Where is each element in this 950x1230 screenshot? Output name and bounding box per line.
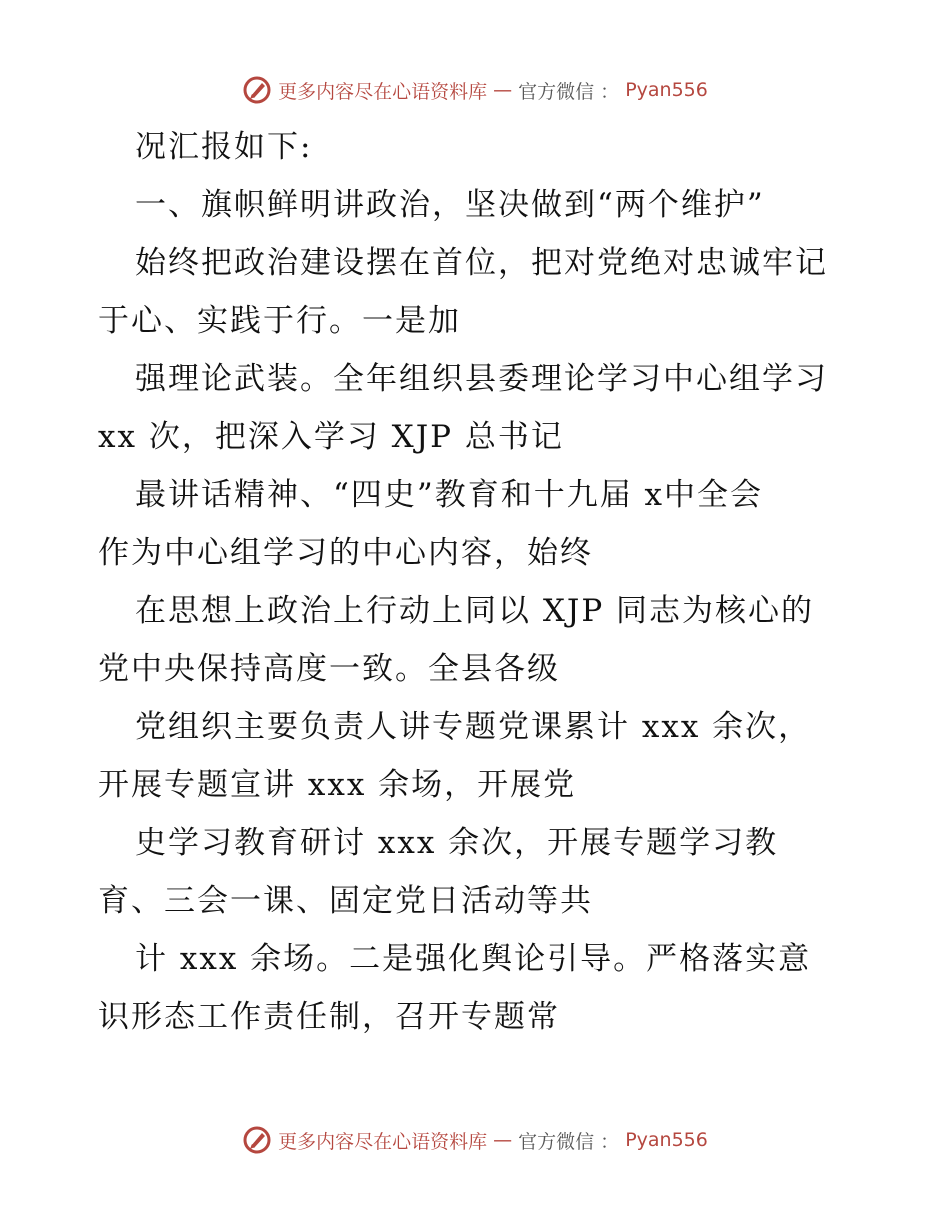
footer-watermark: [0, 1120, 950, 1160]
watermark-main-text: 更多内容尽在心语资料库: [278, 80, 488, 103]
pen-logo-icon: [242, 75, 272, 105]
watermark-colon: ：: [600, 80, 620, 103]
paragraph-line: 一、旗帜鲜明讲政治，坚决做到“两个维护”: [135, 187, 765, 223]
watermark-wechat-id: Pyan556: [625, 1129, 708, 1151]
paragraph-line: 识形态工作责任制，召开专题常: [98, 999, 560, 1035]
paragraph-line: 强理论武装。全年组织县委理论学习中心组学习: [135, 361, 828, 397]
watermark-official-label: 官方微信: [518, 1130, 595, 1153]
paragraph-line: 在思想上政治上行动上同以 XJP 同志为核心的: [135, 593, 815, 629]
paragraph-line: 计 xxx 余场。二是强化舆论引导。严格落实意: [135, 941, 812, 977]
paragraph-line: 党组织主要负责人讲专题党课累计 xxx 余次，: [135, 709, 812, 745]
pen-logo-icon: [242, 1125, 272, 1155]
watermark-wechat-id: Pyan556: [625, 79, 708, 101]
paragraph-line: 作为中心组学习的中心内容，始终: [98, 535, 593, 571]
watermark-separator: —: [493, 79, 513, 101]
paragraph-line: 于心、实践于行。一是加: [98, 303, 461, 339]
header-watermark: [0, 70, 950, 110]
watermark-colon: ：: [600, 1130, 620, 1153]
paragraph-line: 史学习教育研讨 xxx 余次，开展专题学习教: [135, 825, 779, 861]
paragraph-line: 最讲话精神、“四史”教育和十九届 x中全会: [135, 477, 764, 513]
watermark-official-label: 官方微信: [518, 80, 595, 103]
paragraph-line: 开展专题宣讲 xxx 余场，开展党: [98, 767, 577, 803]
paragraph-line: 始终把政治建设摆在首位，把对党绝对忠诚牢记: [135, 245, 828, 281]
watermark-main-text: 更多内容尽在心语资料库: [278, 1130, 488, 1153]
watermark-separator: —: [493, 1129, 513, 1151]
paragraph-line: 育、三会一课、固定党日活动等共: [98, 883, 593, 919]
paragraph-line: 党中央保持高度一致。全县各级: [98, 651, 560, 687]
paragraph-line: 况汇报如下:: [135, 129, 313, 165]
paragraph-line: xx 次，把深入学习 XJP 总书记: [98, 419, 564, 455]
